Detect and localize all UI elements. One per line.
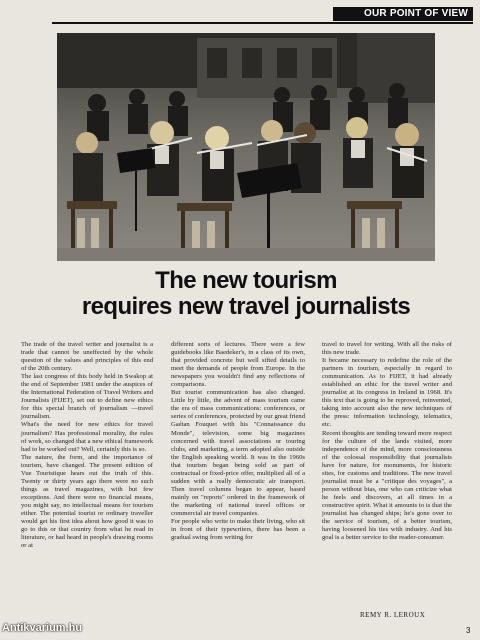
header-rule [52, 22, 473, 24]
page-number: 3 [466, 626, 471, 635]
article-column-2 [171, 341, 305, 542]
paragraph: different sorts of lectures. There were a few guidebooks like Baedeker's, in a class of its own, that provided concrete but well sifted details to meet the demands of people from Europe. In the newspapers you wouldn't find any reflections of comparisons. [171, 341, 305, 389]
section-header: OUR POINT OF VIEW [333, 7, 473, 21]
headline-line-2: requires new travel journalists [81, 293, 411, 320]
orchestra-photo-illustration [57, 33, 435, 261]
article-column-3 [322, 341, 452, 542]
orchestra-photo [57, 33, 435, 261]
watermark: Antikvarium.hu [2, 622, 83, 634]
paragraph: Recent thoughts are tending toward more respect for the culture of the lands visited, more independence of the mind, more consciousness of the colossal responsibility that journalists have for nature, for monuments, for historic sites, for customs and traditions. The new travel journalist must be a "critique des voyages", a person without bias, one who can criticize what he feels and discovers, at all times in a constructive spirit. What it amounts to is that the journalist has changed ships; he's gone over to the service of tourism, of a better tourism, having loosened his ties with industry. And his goal is a better service to the reader-consumer. [322, 429, 452, 542]
article-column-1 [21, 341, 153, 550]
paragraph: travel to travel for writing. With all the risks of this new trade. [322, 341, 452, 357]
paragraph: For people who write to make their living, who sit in front of their typewriters, there has been a gradual swing from writing for [171, 518, 305, 542]
headline [36, 268, 456, 320]
paragraph: It became necessary to redefine the role of the partners in tourism, especially in regard to communication. As to FIJET, it had already established an ethic for the travel writer and journalist at its congress in Ireland in 1968. It's this text that is going to be reproved, reinvented, taking into account also the new techniques of the press: information technology, telematics, etc. [322, 357, 452, 429]
paragraph: The last congress of this body held in Swakop at the end of September 1981 under the auspices of the International Federation of Travel Writers and Journalists (FIJET), set out to define new ethics for this special branch of journalism —travel journalism. [21, 373, 153, 421]
headline-line-1: The new tourism [155, 267, 337, 294]
paragraph: The nature, the form, and the importance of tourism, have changed. The present edition of Vue Touristique hears out the truth of this. Twenty or thirty years ago there were no such things as travel magazines, with but few exceptions. And there were no financial means, you might say, no intellectual means for tourism either. The potential tourist or ordinary traveller would get his first idea about how good it was to go to this or that country from what he read in literature, or had heard in people's drawing rooms or at [21, 453, 153, 550]
author-signature: REMY R. LEROUX [360, 611, 426, 619]
paragraph: What's the need for new ethics for travel journalism? Has professional morality, the rules of work, so changed that a new ethical framework had to be worked out? Well, certainly this is so. [21, 421, 154, 453]
paragraph: But tourist communication has also changed. Little by little, the advent of mass tourism came the era of mass communications: conferences, or series of conferences, protected by our great friend Gaétan Fouquet with his "Connaissance du Monde", television, some big magazines concerned with travel associations or touring clubs, and marketing, a term adopted also outside the English speaking world. It was in the 1960s that tourism began being sold as part of contractual or fixed-price offer, multiplied all of a sudden with a really democratic air transport. Then travel columns began to appear, based mainly on "reports" ordered in the framework of the marketing of national travel offices or commercial air travel companies. [171, 389, 306, 517]
paragraph: The trade of the travel writer and journalist is a trade that cannot be uneffected by the whole question of the values and principles of this end of the 20th century. [21, 341, 153, 373]
